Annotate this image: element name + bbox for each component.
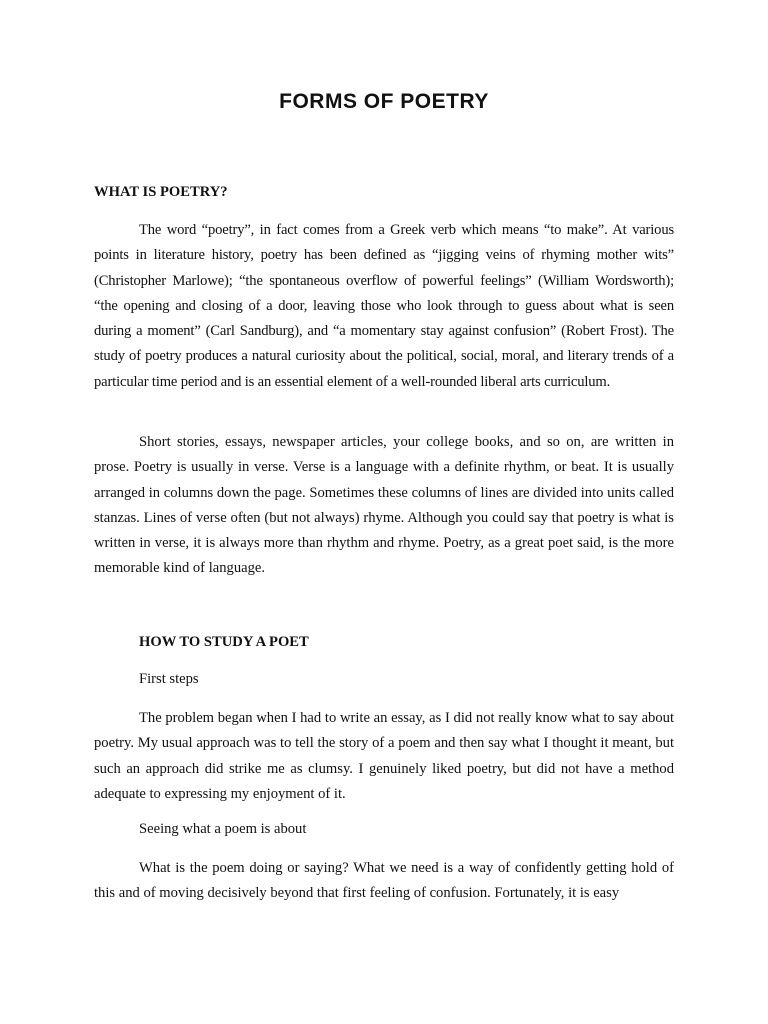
section-heading-what-is-poetry: WHAT IS POETRY?: [94, 184, 228, 200]
subheading-first-steps: First steps: [139, 671, 199, 687]
subheading-seeing-what-a-poem-is-about: Seeing what a poem is about: [139, 821, 307, 837]
section-heading-how-to-study: HOW TO STUDY A POET: [139, 634, 309, 650]
paragraph-prose-and-verse: Short stories, essays, newspaper articles, your college books, and so on, are written in prose. Poetry is usually in verse. Verse is a language with a definite rhythm, or beat. It is usually arranged in columns down the page. Sometimes these columns of lines are divided into units called stanzas. Lines of verse often (but not always) rhyme. Although you could say that poetry is what is written in verse, it is always more than rhythm and rhyme. Poetry, as a great poet said, is the more memorable kind of language.: [94, 434, 674, 577]
paragraph-seeing-what-a-poem-is-about: What is the poem doing or saying? What we need is a way of confidently getting hold of this and of moving decisively beyond that first feeling of confusion. Fortunately, it is easy: [94, 860, 674, 902]
paragraph-first-steps: The problem began when I had to write an essay, as I did not really know what to say about poetry. My usual approach was to tell the story of a poem and then say what I thought it meant, but such an approach did strike me as clumsy. I genuinely liked poetry, but did not have a method adequate to expressing my enjoyment of it.: [94, 710, 674, 802]
paragraph-poetry-definitions: The word “poetry”, in fact comes from a Greek verb which means “to make”. At various points in literature history, poetry has been defined as “jigging veins of rhyming mother wits” (Christopher Marlowe); “the spontaneous overflow of powerful feelings” (William Wordsworth); “the opening and closing of a door, leaving those who look through to guess about what is seen during a moment” (Carl Sandburg), and “a momentary stay against confusion” (Robert Frost). The study of poetry produces a natural curiosity about the political, social, moral, and literary trends of a particular time period and is an essential element of a well-rounded liberal arts curriculum.: [94, 222, 674, 390]
page-title: FORMS OF POETRY: [279, 90, 489, 113]
